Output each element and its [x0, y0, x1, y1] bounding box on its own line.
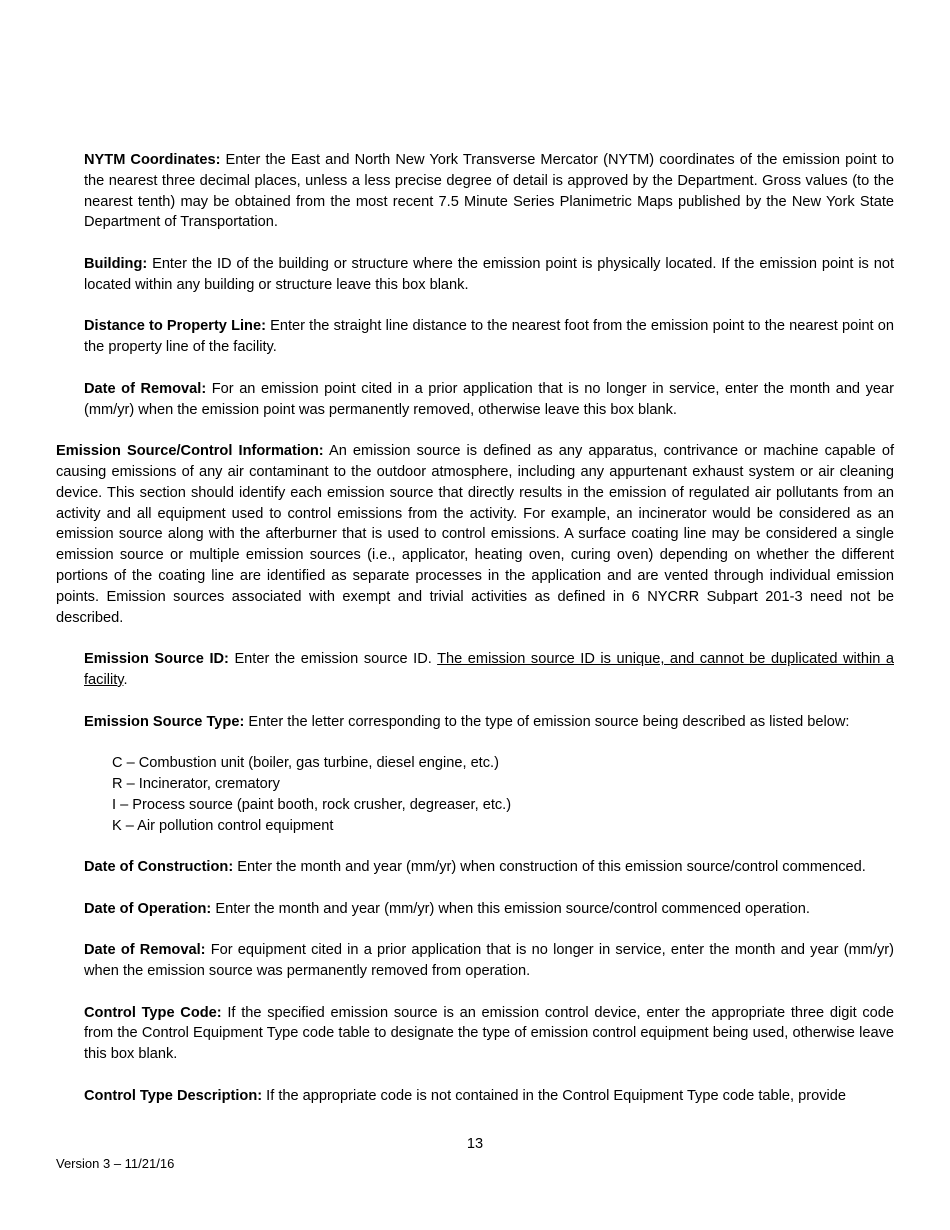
source-type-text: Enter the letter corresponding to the type of emission source being described as listed below: — [244, 713, 850, 730]
source-id-text: Enter the emission source ID. — [228, 651, 438, 668]
source-id-term: Emission Source ID: — [84, 651, 229, 668]
construction-term: Date of Construction: — [84, 859, 234, 876]
list-item: K – Air pollution control equipment — [112, 817, 334, 834]
source-control-term: Emission Source/Control Information: — [56, 443, 324, 460]
control-type-code-text: If the specified emission source is an emission control device, enter the appropriate three digit code from the Control Equipment Type code table to designate the type of emission control equipment being used, otherwise leave this box blank. — [84, 1004, 894, 1063]
source-control-paragraph — [56, 441, 894, 628]
source-type-paragraph — [84, 712, 894, 733]
emission-source-removal-paragraph — [84, 940, 894, 982]
control-type-description-text: If the appropriate code is not contained in the Control Equipment Type code table, provide — [262, 1087, 846, 1104]
building-term: Building: — [84, 255, 148, 272]
nytm-coordinates-term: NYTM Coordinates: — [84, 152, 221, 168]
list-item: C – Combustion unit (boiler, gas turbine, diesel engine, etc.) — [112, 755, 499, 772]
construction-text: Enter the month and year (mm/yr) when construction of this emission source/control commenced. — [233, 859, 866, 876]
emission-point-removal-text: For an emission point cited in a prior application that is no longer in service, enter the month and year (mm/yr) when the emission point was permanently removed, otherwise leave this box blank. — [84, 380, 894, 418]
distance-term: Distance to Property Line: — [84, 318, 266, 335]
nytm-coordinates-text: Enter the East and North New York Transverse Mercator (NYTM) coordinates of the emission point to the nearest three decimal places, unless a less precise degree of detail is approved by the Department. Gross values (to the nearest tenth) may be obtained from the most recent 7.5 Minute Series Planimetric Maps published by the New York State Department of Transportation. — [84, 152, 894, 231]
construction-paragraph — [84, 857, 894, 878]
nytm-coordinates-paragraph — [84, 150, 894, 233]
building-text: Enter the ID of the building or structure where the emission point is physically located. If the emission point is not located within any building or structure leave this box blank. — [84, 255, 894, 293]
control-type-code-term: Control Type Code: — [84, 1004, 222, 1021]
emission-point-removal-term: Date of Removal: — [84, 380, 207, 397]
document-body — [56, 150, 894, 1107]
operation-text: Enter the month and year (mm/yr) when this emission source/control commenced operation. — [211, 900, 810, 917]
source-type-term: Emission Source Type: — [84, 713, 245, 730]
emission-source-removal-term: Date of Removal: — [84, 942, 206, 959]
list-item: I – Process source (paint booth, rock crusher, degreaser, etc.) — [112, 796, 512, 813]
control-type-description-paragraph — [84, 1086, 894, 1107]
distance-text: Enter the straight line distance to the nearest foot from the emission point to the nearest point on the property line of the facility. — [84, 318, 894, 356]
emission-source-removal-text: For equipment cited in a prior application that is no longer in service, enter the month and year (mm/yr) when the emission source was permanently removed from operation. — [84, 942, 894, 980]
list-item: R – Incinerator, crematory — [112, 775, 280, 792]
version-label: Version 3 – 11/21/16 — [56, 1156, 175, 1171]
page-number: 13 — [466, 1136, 484, 1152]
distance-paragraph — [84, 316, 894, 358]
operation-term: Date of Operation: — [84, 900, 212, 917]
control-type-description-term: Control Type Description: — [84, 1087, 263, 1104]
emission-point-removal-paragraph — [84, 379, 894, 421]
source-id-underlined-text: The emission source ID is unique, and cannot be duplicated within a facility — [84, 651, 894, 688]
operation-paragraph — [84, 899, 894, 920]
source-type-list — [112, 753, 894, 836]
source-id-paragraph — [84, 649, 894, 691]
source-control-text: An emission source is defined as any apparatus, contrivance or machine capable of causing emissions of any air contaminant to the outdoor atmosphere, including any appurtenant exhaust system or air cleaning device. This section should identify each emission source that directly results in the emission of regulated air pollutants from an activity and all equipment used to control emissions from the activity. For example, an incinerator would be considered as an emission source along with the afterburner that is used to control emissions. A surface coating line may be considered a single emission source or multiple emission sources (i.e., applicator, heating oven, curing oven) depending on whether the different portions of the coating line are identified as separate processes in the application and are vented through individual emission points. Emission sources associated with exempt and trivial activities as defined in 6 NYCRR Subpart 201-3 need not be described. — [56, 443, 895, 626]
building-paragraph — [84, 254, 894, 296]
control-type-code-paragraph — [84, 1003, 894, 1065]
source-id-tail: . — [123, 671, 128, 688]
